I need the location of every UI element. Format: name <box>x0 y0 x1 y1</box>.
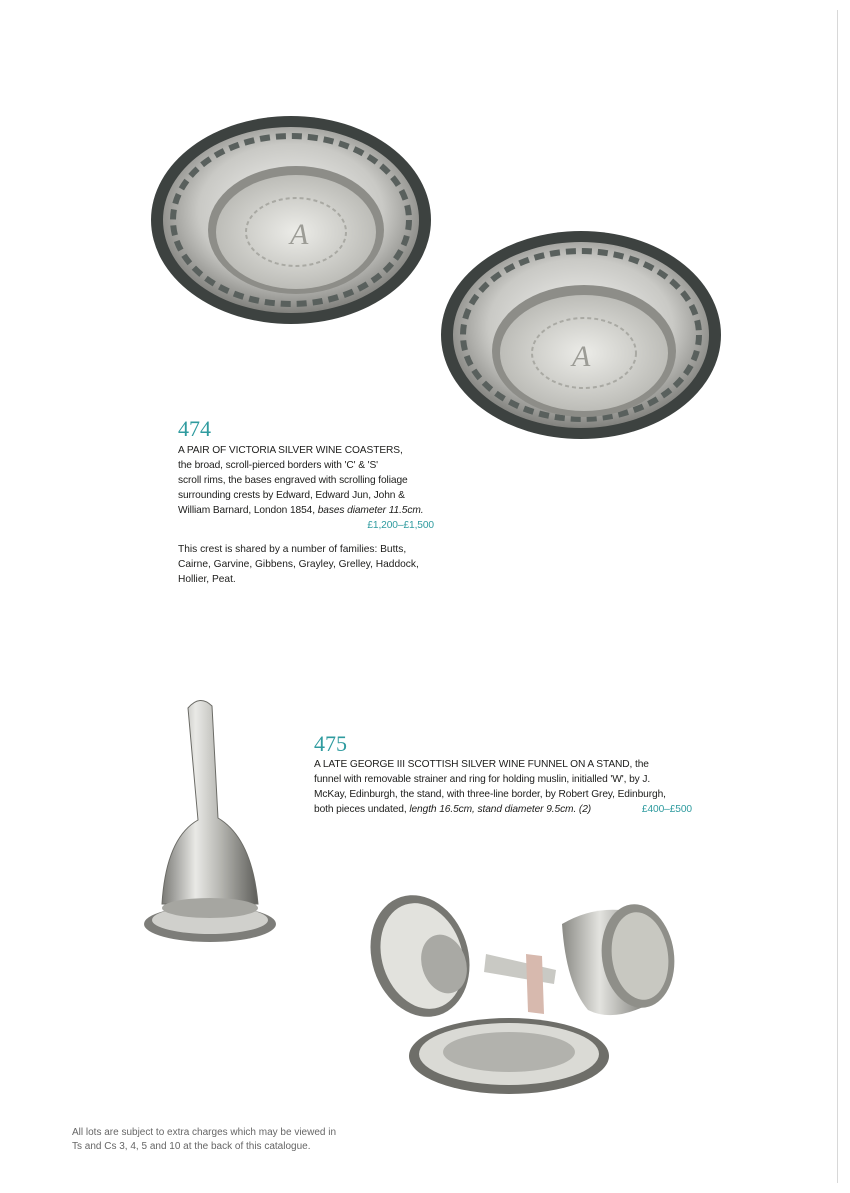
svg-text:A: A <box>290 218 309 251</box>
coaster-image-right <box>440 226 722 444</box>
lot-475-description <box>314 757 704 817</box>
lot-475-title: A LATE GEORGE III SCOTTISH SILVER WINE FUNNEL ON A STAND, <box>314 759 633 770</box>
lot-475-dimensions: length 16.5cm, stand diameter 9.5cm. (2) <box>409 804 592 815</box>
lot-474-note-line1: This crest is shared by a number of families: Butts, <box>178 544 407 555</box>
lot-475-line3-row <box>314 802 692 817</box>
funnel-parts-image <box>366 884 684 1096</box>
lot-475-estimate: £400–£500 <box>641 804 692 815</box>
coaster-image-left <box>150 112 432 334</box>
lot-474-note <box>178 542 448 587</box>
lot-474-number: 474 <box>178 416 211 441</box>
lot-474 <box>178 418 448 533</box>
lot-474-note-line3: Hollier, Peat. <box>178 574 236 585</box>
footer-line1: All lots are subject to extra charges which may be viewed in <box>72 1127 337 1138</box>
page-edge-line <box>837 10 838 1183</box>
lot-474-estimate: £1,200–£1,500 <box>367 520 434 531</box>
lot-475-title-row <box>314 757 704 772</box>
lot-475 <box>314 733 704 817</box>
lot-474-title: A PAIR OF VICTORIA SILVER WINE COASTERS, <box>178 445 403 456</box>
lot-474-line4: William Barnard, London 1854, <box>178 505 315 516</box>
lot-475-line2: McKay, Edinburgh, the stand, with three-line border, by Robert Grey, Edinburgh, <box>314 789 666 800</box>
lot-475-line3: both pieces undated, <box>314 804 407 815</box>
footer-note <box>72 1126 372 1154</box>
footer-line2: Ts and Cs 3, 4, 5 and 10 at the back of this catalogue. <box>72 1141 311 1152</box>
svg-text:A: A <box>572 340 591 373</box>
lot-474-line2: scroll rims, the bases engraved with scrolling foliage <box>178 475 408 486</box>
lot-474-note-line2: Cairne, Garvine, Gibbens, Grayley, Grelley, Haddock, <box>178 559 419 570</box>
wine-funnel-image <box>140 698 280 950</box>
lot-474-line3: surrounding crests by Edward, Edward Jun, John & <box>178 490 405 501</box>
lot-474-line4-row <box>178 503 448 518</box>
lot-475-number: 475 <box>314 731 347 756</box>
lot-475-title-tail: the <box>632 759 649 770</box>
lot-475-line1: funnel with removable strainer and ring for holding muslin, initialled 'W', by J. <box>314 774 651 785</box>
lot-474-description <box>178 443 448 533</box>
lot-474-line1: the broad, scroll-pierced borders with 'C' & 'S' <box>178 460 379 471</box>
lot-474-dimensions: bases diameter 11.5cm. <box>317 505 424 516</box>
